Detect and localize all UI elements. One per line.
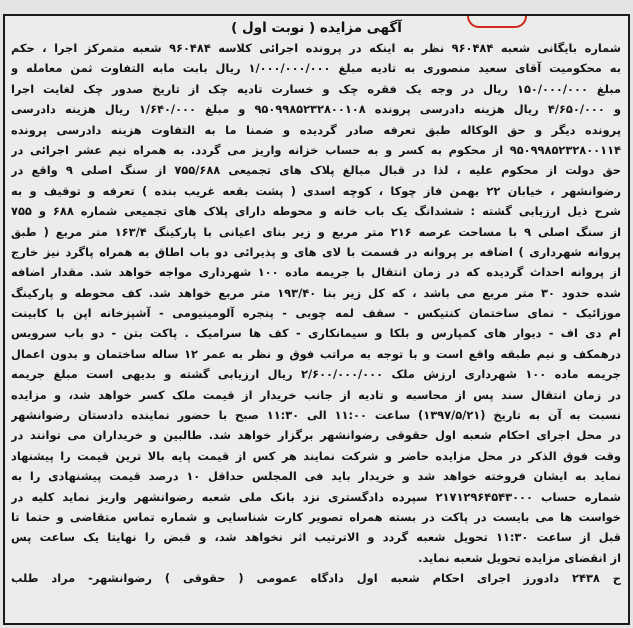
notice-line: جریمه ماده ۱۰۰ شهرداری ارزش ملک ۲/۶۰۰/۰۰۰/۰۰۰ ریال ارزیابی گشته و بدیهی است مبلغ جریمه xyxy=(11,367,621,382)
notice-line: درهمکف و نیم طبقه واقع است و با توجه به مراتب فوق و نظر به عمر ۱۲ ساله ساختمان و بدون اعمال xyxy=(11,346,621,361)
notice-line: در محل اجرای احکام شعبه اول حقوقی رضوانشهر برگزار خواهد شد. طالبین و خریداران می توانند در xyxy=(11,428,621,443)
notice-title: آگهی مزایده ( نوبت اول ) xyxy=(231,20,402,36)
red-stamp-mark xyxy=(467,16,527,28)
notice-line: از سنگ اصلی ۹ با مساحت عرصه ۲۱۶ متر مربع و زیر بنای اعیانی با پارکینگ ۱۶۳/۴ متر مربع ( طبق xyxy=(11,224,621,239)
notice-line: شماره بایگانی شعبه ۹۶۰۴۸۴ نظر به اینکه در پرونده اجرائی کلاسه ۹۶۰۴۸۴ شعبه متمرکز اجرا ، حکم xyxy=(11,41,621,55)
notice-line: به محکومیت آقای سعید منصوری به تادیه مبلغ ۱/۰۰۰/۰۰۰/۰۰۰ ریال بابت مابه التفاوت ثمن معامله و xyxy=(11,61,621,76)
notice-line: ام دی اف - دیوار های کمپارس و بلکا و سیمانکاری - کف ها سرامیک . پاکت بتن - دو باب سرویس xyxy=(11,326,621,341)
notice-line: نماید به ایشان فروخته خواهد شد و خریدار باید فی المجلس حداقل ۱۰ درصد قیمت پیشنهادی را به xyxy=(11,469,621,484)
notice-line: قبل از ساعت ۱۱:۳۰ تحویل شعبه گردد و الاترتیب اثر نخواهد شد، و قبض را نهایتا یک ساعت پس xyxy=(11,530,621,545)
notice-line: از پروانه احداث گردیده که در زمان انتقال با جریمه ماده ۱۰۰ شهرداری مواجه خواهد شد. مقدار اضافه xyxy=(11,265,621,280)
notice-line: حق دولت از محکوم علیه ، لذا در قبال مبالغ پلاک های تجمیعی ۷۵۵/۶۸۸ از سنگ اصلی ۹ واقع در xyxy=(11,163,621,178)
notice-body xyxy=(5,38,628,589)
notice-line: شده حدود ۳۰ متر مربع می باشد ، که کل زیر بنا ۱۹۳/۴۰ متر مربع خواهد شد. کف محوطه و پارکینگ xyxy=(11,285,621,300)
notice-line: و ۴/۶۵۰/۰۰۰ ریال هزینه دادرسی پرونده ۹۵۰۹۹۸۵۲۳۲۸۰۰۱۰۸ و مبلغ ۱/۶۴۰/۰۰۰ ریال هزینه دادرسی xyxy=(11,102,621,117)
auction-notice xyxy=(3,14,630,625)
notice-line: خواست ها می بایست در پاکت در بسته همراه تصویر کارت شناسایی و شماره تماس متقاضی و حتما تا xyxy=(11,509,621,524)
notice-line: پروانه شهرداری ) اضافه بر پروانه در قسمت با لای های و پذیرائی دو باب اطاق به همراه پاگرد نیز خارج xyxy=(11,244,621,259)
notice-line: پرونده دیگر و حق الوکاله طبق تعرفه صادر گردیده و ضمنا ما به التفاوت هزینه دادرسی پرونده xyxy=(11,122,621,137)
notice-line: شرح ذیل ارزیابی گشته : ششدانگ یک باب خانه و محوطه دارای پلاک های تجمیعی شماره ۶۸۸ و ۷۵۵ xyxy=(11,204,621,219)
notice-line: در زمان انتقال سند پس از محاسبه و تادیه از جانب خریدار از قیمت ملک کسر خواهد شد، و مزایده xyxy=(11,387,621,402)
notice-line: نسبت به آن به تاریخ (۱۳۹۷/۵/۲۱) ساعت ۱۱:۰۰ الی ۱۱:۳۰ صبح با حضور نماینده دادستان رضوانشهر xyxy=(11,408,621,423)
notice-line: وقت فوق الذکر در محل مزایده حاضر و شرکت نمایند هر کس از قیمت پایه بالا ترین قیمت را پیشنهاد xyxy=(11,448,621,463)
notice-line: رضوانشهر ، خیابان ۲۲ بهمن فاز چوکا ، کوچه اسدی ( پشت بقعه غریب بنده ) تعرفه و توقیف و به xyxy=(11,183,621,198)
notice-line: موزائیک - نمای ساختمان کنتیکس - سقف لمه چوبی - پنجره آلومینیومی - آشپزخانه اپن با کابینت xyxy=(11,306,621,321)
notice-line: از انقضای مزایده تحویل شعبه نماید. xyxy=(418,550,621,565)
notice-line: مبلغ ۱۵۰/۰۰۰/۰۰۰ ریال در وجه یک فقره چک و خسارت تادیه چک از تاریخ صدور چک لغایت اجرا xyxy=(11,81,621,96)
notice-line: ۹۵۰۹۹۸۵۲۳۲۸۰۰۱۱۴ از محکوم به کسر و به حساب خزانه واریز می گردد. به همراه نیم عشر اجرائی در xyxy=(11,142,621,157)
notice-signature: ح ۲۴۳۸ دادورز اجرای احکام شعبه اول دادگاه عمومی ( حقوقی ) رضوانشهر- مراد طلب xyxy=(11,571,621,586)
notice-line: شماره حساب ۲۱۷۱۲۹۶۴۵۴۳۰۰۰ سپرده دادگستری نزد بانک ملی شعبه رضوانشهر واریز نماید کلیه در xyxy=(11,489,621,504)
